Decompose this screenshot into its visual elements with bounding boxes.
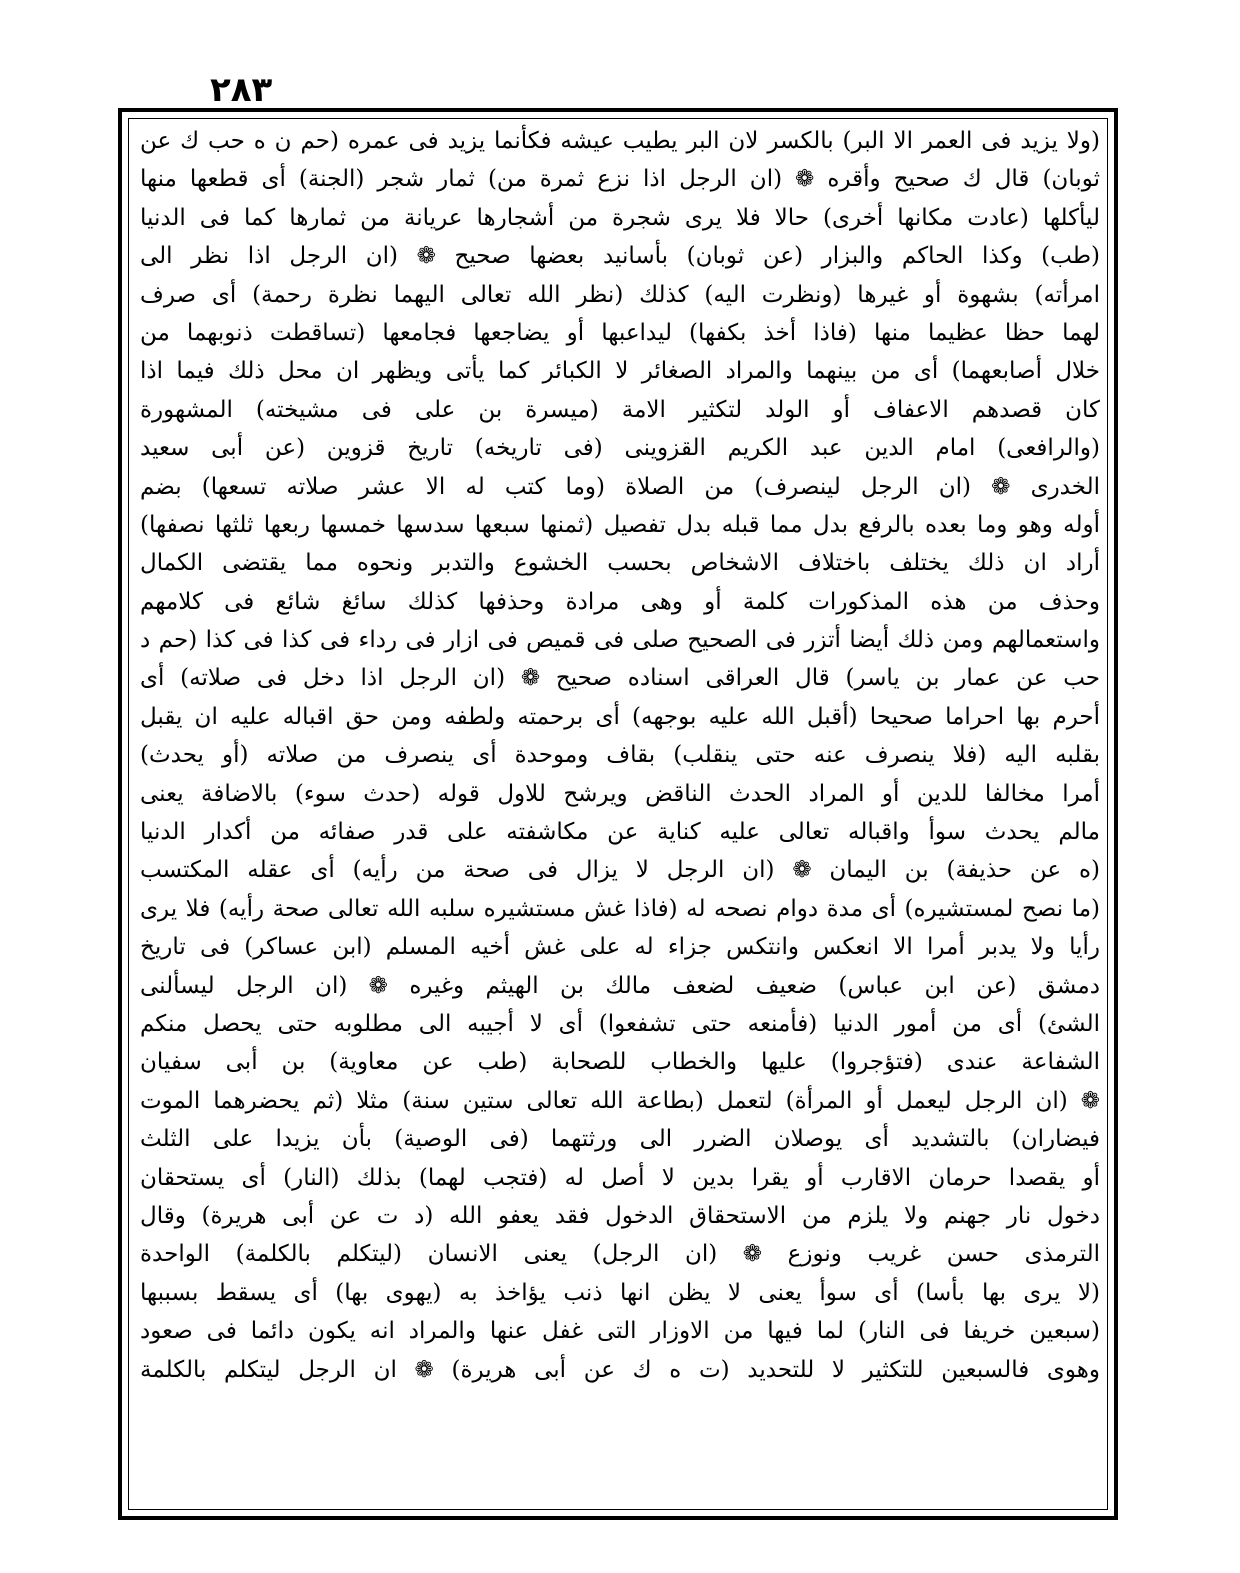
text-line: ليأكلها (عادت مكانها أخرى) حالا فلا يرى شجرة من أشجارها عريانة من ثمارها كما فى الدنيا (140, 204, 1100, 231)
text-line: الترمذى حسن غريب ونوزع ❁ (ان الرجل) يعنى الانسان (ليتكلم بالكلمة) الواحدة (140, 1241, 1100, 1268)
text-line: رأيا ولا يدبر أمرا الا انعكس وانتكس جزاء له على غش أخيه المسلم (ابن عساكر) فى تاريخ (140, 934, 1100, 961)
text-line: أمرا مخالفا للدين أو المراد الحدث الناقض ويرشح للاول قوله (حدث سوء) بالاضافة يعنى (140, 780, 1100, 807)
text-line: لهما حظا عظيما منها (فاذا أخذ بكفها) ليداعبها أو يضاجعها فجامعها (تساقطت ذنوبهما من (140, 319, 1100, 346)
text-line: كان قصدهم الاعفاف أو الولد لتكثير الامة (ميسرة بن على فى مشيخته) المشهورة (140, 396, 1100, 423)
text-line: الشفاعة عندى (فتؤجروا) عليها والخطاب للصحابة (طب عن معاوية) بن أبى سفيان (140, 1049, 1100, 1076)
text-line: الشئ) أى من أمور الدنيا (فأمنعه حتى تشفعوا) أى لا أجيبه الى مطلوبه حتى يحصل منكم (140, 1010, 1100, 1037)
text-line: (لا يرى بها بأسا) أى سوأ يعنى لا يظن انها ذنب يؤاخذ به (يهوى بها) أى يسقط بسببها (140, 1279, 1100, 1306)
text-line: أوله وهو وما بعده بالرفع بدل مما قبله بدل تفصيل (ثمنها سبعها سدسها خمسها ربعها ثلثها نصفها) (140, 511, 1100, 538)
text-line: واستعمالهم ومن ذلك أيضا أتزر فى الصحيح صلى فى قميص فى ازار فى رداء فى كذا فى كذا (حم د (140, 627, 1100, 654)
text-line (140, 1427, 1100, 1465)
page-number: ٢٨٣ (210, 70, 273, 110)
text-line: الخدرى ❁ (ان الرجل لينصرف) من الصلاة (وما كتب له الا عشر صلاته تسعها) بضم (140, 473, 1100, 500)
text-line: حب عن عمار بن ياسر) قال العراقى اسناده صحيح ❁ (ان الرجل اذا دخل فى صلاته) أى (140, 665, 1100, 692)
text-line: (سبعين خريفا فى النار) لما فيها من الاوزار التى غفل عنها والمراد انه يكون دائما فى صعود (140, 1318, 1100, 1345)
text-line: أراد ان ذلك يختلف باختلاف الاشخاص بحسب الخشوع والتدبر ونحوه مما يقتضى الكمال (140, 550, 1100, 577)
text-line: (والرافعى) امام الدين عبد الكريم القزوينى (فى تاريخه) تاريخ قزوين (عن أبى سعيد (140, 435, 1100, 462)
text-line: (طب) وكذا الحاكم والبزار (عن ثوبان) بأسانيد بعضها صحيح ❁ (ان الرجل اذا نظر الى (140, 243, 1100, 270)
text-line: خلال أصابعهما) أى من بينهما والمراد الصغائر لا الكبائر كما يأتى ويظهر ان محل ذلك فيما اذا (140, 358, 1100, 385)
text-line: فيضاران) بالتشديد أى يوصلان الضرر الى ورثتهما (فى الوصية) بأن يزيدا على الثلث (140, 1126, 1100, 1153)
text-line: (ما نصح لمستشيره) أى مدة دوام نصحه له (فاذا غش مستشيره سلبه الله تعالى صحة رأيه) فلا يرى (140, 895, 1100, 922)
text-line (140, 1466, 1100, 1504)
text-line: دخول نار جهنم ولا يلزم من الاستحقاق الدخول فقد يعفو الله (د ت عن أبى هريرة) وقال (140, 1202, 1100, 1229)
text-line: أحرم بها احراما صحيحا (أقبل الله عليه بوجهه) أى برحمته ولطفه ومن حق اقباله عليه ان يقبل (140, 703, 1100, 730)
text-line: ❁ (ان الرجل ليعمل أو المرأة) لتعمل (بطاعة الله تعالى ستين سنة) مثلا (ثم يحضرهما الموت (140, 1087, 1100, 1114)
text-line: دمشق (عن ابن عباس) ضعيف لضعف مالك بن الهيثم وغيره ❁ (ان الرجل ليسألنى (140, 972, 1100, 999)
text-line: (ه عن حذيفة) بن اليمان ❁ (ان الرجل لا يزال فى صحة من رأيه) أى عقله المكتسب (140, 857, 1100, 884)
text-line: امرأته) بشهوة أو غيرها (ونظرت اليه) كذلك (نظر الله تعالى اليهما نظرة رحمة) أى صرف (140, 281, 1100, 308)
text-line: مالم يحدث سوأ واقباله تعالى عليه كناية عن مكاشفته على قدر صفائه من أكدار الدنيا (140, 819, 1100, 846)
text-line: (ولا يزيد فى العمر الا البر) بالكسر لان البر يطيب عيشه فكأنما يزيد فى عمره (حم ن ه حب ك عن (140, 128, 1100, 154)
text-line: وحذف من هذه المذكورات كلمة أو وهى مرادة وحذفها كذلك سائغ شائع فى كلامهم (140, 588, 1100, 615)
text-line: أو يقصدا حرمان الاقارب أو يقرا بدين لا أصل له (فتجب لهما) بذلك (النار) أى يستحقان (140, 1164, 1100, 1191)
text-line: بقلبه اليه (فلا ينصرف عنه حتى ينقلب) بقاف وموحدة أى ينصرف من صلاته (أو يحدث) (140, 742, 1100, 769)
text-line: ثوبان) قال ك صحيح وأقره ❁ (ان الرجل اذا نزع ثمرة من) ثمار شجر (الجنة) أى قطعها منها (140, 166, 1100, 193)
main-text-block (140, 122, 1100, 1507)
text-line (140, 1389, 1100, 1427)
text-line: وهوى فالسبعين للتكثير لا للتحديد (ت ه ك عن أبى هريرة) ❁ ان الرجل ليتكلم بالكلمة (140, 1356, 1100, 1383)
